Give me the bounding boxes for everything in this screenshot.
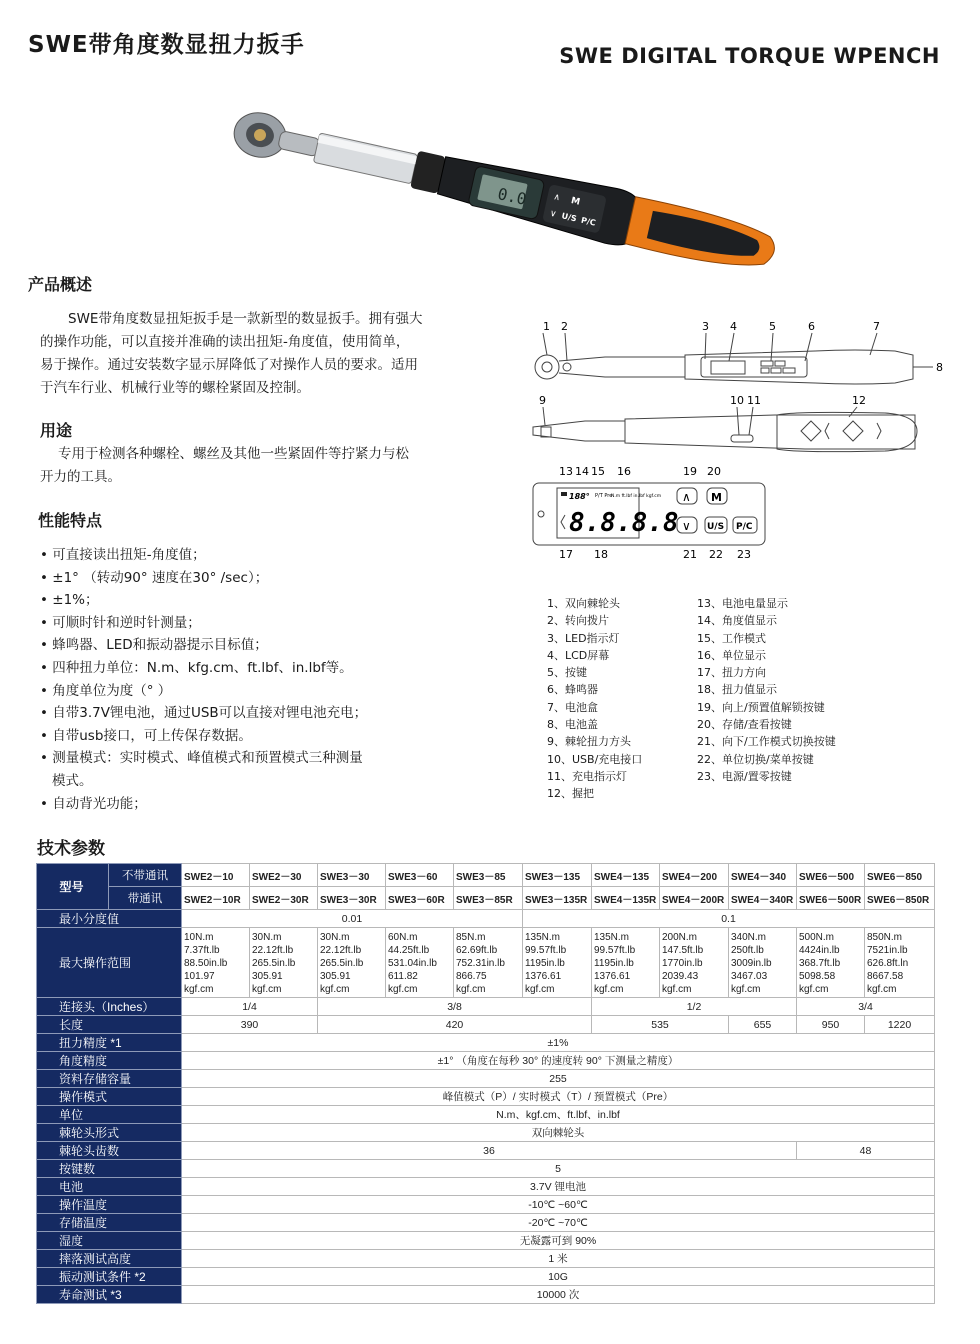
range-cell: 340N.m 250ft.lb 3009in.lb 3467.03 kgf.cm xyxy=(729,928,797,998)
table-cell: N.m、kgf.cm、ft.lbf、in.lbf xyxy=(182,1106,935,1124)
features-list xyxy=(38,544,478,815)
spec-heading: 技术参数 xyxy=(37,839,105,859)
model-cell: SWE3－60R xyxy=(386,887,454,910)
legend-right xyxy=(697,595,947,785)
legend-item: 20、存储/查看按键 xyxy=(697,718,792,732)
table-cell: 390 xyxy=(182,1016,318,1034)
callout-19: 19 xyxy=(683,465,697,478)
overview-line: SWE带角度数显扭矩扳手是一款新型的数显扳手。拥有强大 xyxy=(68,311,423,327)
table-cell: 48 xyxy=(797,1142,935,1160)
table-row xyxy=(37,1196,935,1214)
overview-text xyxy=(40,308,480,400)
legend-item: 15、工作模式 xyxy=(697,631,766,645)
table-row xyxy=(37,1232,935,1250)
legend-item: 22、单位切换/菜单按键 xyxy=(697,752,814,766)
callout-18: 18 xyxy=(594,548,608,561)
range-cell: 30N.m 22.12ft.lb 265.5in.lb 305.91 kgf.cm xyxy=(318,928,386,998)
table-cell: 3/8 xyxy=(318,998,592,1016)
overview-heading: 产品概述 xyxy=(28,275,93,294)
model-cell: SWE3－30R xyxy=(318,887,386,910)
callout-1: 1 xyxy=(543,320,550,333)
table-cell: 1220 xyxy=(865,1016,935,1034)
model-cell: SWE3－85R xyxy=(454,887,523,910)
feature-item: • 自动背光功能； xyxy=(40,795,147,812)
callout-23: 23 xyxy=(737,548,751,561)
row-label: 存储温度 xyxy=(37,1214,182,1232)
row-label: 寿命测试 *3 xyxy=(37,1286,182,1304)
row-label: 操作模式 xyxy=(37,1088,182,1106)
lcd-value: 0.0 xyxy=(495,184,529,209)
table-row xyxy=(37,910,935,928)
spec-table xyxy=(36,863,935,1304)
table-row xyxy=(37,1016,935,1034)
row-label: 按键数 xyxy=(37,1160,182,1178)
table-cell: 950 xyxy=(797,1016,865,1034)
callout-20: 20 xyxy=(707,465,721,478)
photo-btn-down: ∨ xyxy=(548,208,558,220)
range-cell: 135N.m 99.57ft.lb 1195in.lb 1376.61 kgf.cm xyxy=(592,928,660,998)
callout-16: 16 xyxy=(617,465,631,478)
callout-8: 8 xyxy=(936,361,943,374)
callout-7: 7 xyxy=(873,320,880,333)
callout-2: 2 xyxy=(561,320,568,333)
table-cell: -10℃ ~60℃ xyxy=(182,1196,935,1214)
callout-4: 4 xyxy=(730,320,737,333)
page-title-cn: SWE带角度数显扭力扳手 xyxy=(28,32,305,58)
legend-item: 11、充电指示灯 xyxy=(547,769,627,783)
feature-item: • 蜂鸣器、LED和振动器提示目标值； xyxy=(40,637,268,654)
legend-item: 14、角度值显示 xyxy=(697,614,777,628)
overview-line: 易于操作。通过安装数字显示屏降低了对操作人员的要求。适用 xyxy=(40,357,418,373)
model-cell: SWE3－135R xyxy=(523,887,592,910)
row-label: 长度 xyxy=(37,1016,182,1034)
table-row xyxy=(37,1034,935,1052)
callout-6: 6 xyxy=(808,320,815,333)
callout-9: 9 xyxy=(539,394,546,407)
legend-item: 9、棘轮扭力方头 xyxy=(547,735,631,749)
lcd-digits: 8.8.8.8 xyxy=(569,508,679,538)
table-row xyxy=(37,1070,935,1088)
table-cell: -20℃ ~70℃ xyxy=(182,1214,935,1232)
comm-label: 带通讯 xyxy=(109,887,182,910)
usage-heading: 用途 xyxy=(40,421,73,440)
range-cell: 500N.m 4424in.lb 368.7ft.lb 5098.58 kgf.cm xyxy=(797,928,865,998)
callout-22: 22 xyxy=(709,548,723,561)
page-title-en: SWE DIGITAL TORQUE WPENCH xyxy=(559,44,940,68)
model-cell: SWE6－850R xyxy=(865,887,935,910)
legend-item: 3、LED指示灯 xyxy=(547,631,620,645)
table-row xyxy=(37,887,935,910)
model-cell: SWE3－85 xyxy=(454,864,523,887)
row-label: 棘轮头形式 xyxy=(37,1124,182,1142)
legend-item: 8、电池盖 xyxy=(547,718,598,732)
product-photo xyxy=(220,110,800,300)
lcd-units: N.m ft.lbf in.lbf kgf.cm xyxy=(611,494,662,499)
table-cell: ±1° （角度在每秒 30° 的速度转 90° 下测量之精度） xyxy=(182,1052,935,1070)
table-row xyxy=(37,1286,935,1304)
model-cell: SWE2－30R xyxy=(250,887,318,910)
legend-item: 6、蜂鸣器 xyxy=(547,683,598,697)
legend-item: 21、向下/工作模式切换按键 xyxy=(697,735,836,749)
model-cell: SWE6－500 xyxy=(797,864,865,887)
table-row xyxy=(37,998,935,1016)
callout-21: 21 xyxy=(683,548,697,561)
callout-14: 14 xyxy=(575,465,589,478)
range-cell: 60N.m 44.25ft.lb 531.04in.lb 611.82 kgf.cm xyxy=(386,928,454,998)
feature-item: • 可顺时针和逆时针测量； xyxy=(40,614,201,631)
row-label: 最小分度值 xyxy=(37,910,182,928)
table-cell: 255 xyxy=(182,1070,935,1088)
legend-item: 10、USB/充电接口 xyxy=(547,752,643,766)
row-label: 摔落测试高度 xyxy=(37,1250,182,1268)
table-row xyxy=(37,1052,935,1070)
table-cell: 10G xyxy=(182,1268,935,1286)
model-cell: SWE4－340 xyxy=(729,864,797,887)
range-cell: 85N.m 62.69ft.lb 752.31in.lb 866.75 kgf.cm xyxy=(454,928,523,998)
table-cell: 36 xyxy=(182,1142,797,1160)
legend-item: 1、双向棘轮头 xyxy=(547,597,620,610)
row-label: 电池 xyxy=(37,1178,182,1196)
table-cell: 655 xyxy=(729,1016,797,1034)
legend-item: 5、按键 xyxy=(547,666,587,680)
legend-item: 16、单位显示 xyxy=(697,648,766,662)
row-label: 操作温度 xyxy=(37,1196,182,1214)
usage-line: 开力的工具。 xyxy=(40,469,121,485)
feature-item: • 角度单位为度（° ） xyxy=(40,682,172,699)
model-cell: SWE3－135 xyxy=(523,864,592,887)
model-cell: SWE6－500R xyxy=(797,887,865,910)
model-cell: SWE4－135R xyxy=(592,887,660,910)
model-cell: SWE4－200 xyxy=(660,864,729,887)
range-cell: 850N.m 7521in.lb 626.8ft.ln 8667.58 kgf.cm xyxy=(865,928,935,998)
table-row xyxy=(37,1124,935,1142)
legend-item: 2、转向拨片 xyxy=(547,614,609,628)
row-label: 资料存储容量 xyxy=(37,1070,182,1088)
legend-item: 7、电池盒 xyxy=(547,700,598,714)
callout-13: 13 xyxy=(559,465,573,478)
table-row xyxy=(37,1250,935,1268)
legend-item: 13、电池电量显示 xyxy=(697,597,788,610)
feature-item: • 自带3.7V锂电池，通过USB可以直接对锂电池充电； xyxy=(40,705,368,722)
legend-item: 18、扭力值显示 xyxy=(697,683,777,697)
table-cell: 1 米 xyxy=(182,1250,935,1268)
lcd-angle: 188° xyxy=(569,492,590,501)
no-comm-label: 不带通讯 xyxy=(109,864,182,887)
table-cell: 0.1 xyxy=(523,910,935,928)
model-cell: SWE3－60 xyxy=(386,864,454,887)
table-cell: 无凝露可到 90% xyxy=(182,1232,935,1250)
table-row xyxy=(37,1268,935,1286)
photo-btn-up: ∧ xyxy=(552,192,562,204)
table-row xyxy=(37,1088,935,1106)
key-down: ∨ xyxy=(682,519,691,533)
legend-item: 17、扭力方向 xyxy=(697,666,766,680)
range-cell: 30N.m 22.12ft.lb 265.5in.lb 305.91 kgf.cm xyxy=(250,928,318,998)
wrench-diagram xyxy=(525,315,950,565)
legend-item: 23、电源/置零按键 xyxy=(697,769,792,783)
table-row xyxy=(37,864,935,887)
callout-12: 12 xyxy=(852,394,866,407)
legend-item: 12、握把 xyxy=(547,787,594,801)
row-label: 湿度 xyxy=(37,1232,182,1250)
table-cell: 1/4 xyxy=(182,998,318,1016)
feature-item: • 可直接读出扭矩-角度值； xyxy=(40,547,206,563)
photo-btn-us: U/S xyxy=(560,211,578,224)
usage-text xyxy=(40,443,480,489)
model-cell: SWE6－850 xyxy=(865,864,935,887)
feature-item: • ±1%； xyxy=(40,592,99,609)
legend-item: 19、向上/预置值解锁按键 xyxy=(697,700,825,714)
callout-11: 11 xyxy=(747,394,761,407)
photo-btn-pc: P/C xyxy=(580,215,597,228)
model-cell: SWE2－30 xyxy=(250,864,318,887)
callout-5: 5 xyxy=(769,320,776,333)
table-cell: 3/4 xyxy=(797,998,935,1016)
lcd-mode: P/T Pre xyxy=(595,493,613,499)
row-label: 振动测试条件 *2 xyxy=(37,1268,182,1286)
usage-line: 专用于检测各种螺栓、螺丝及其他一些紧固件等拧紧力与松 xyxy=(58,446,409,462)
model-cell: SWE3－30 xyxy=(318,864,386,887)
feature-item: 模式。 xyxy=(52,772,93,789)
table-row xyxy=(37,1142,935,1160)
range-cell: 200N.m 147.5ft.lb 1770in.lb 2039.43 kgf.cm xyxy=(660,928,729,998)
table-row xyxy=(37,928,935,998)
overview-line: 于汽车行业、机械行业等的螺栓紧固及控制。 xyxy=(40,380,310,396)
row-label: 单位 xyxy=(37,1106,182,1124)
table-cell: 峰值模式（P）/ 实时模式（T）/ 预置模式（Pre） xyxy=(182,1088,935,1106)
row-label: 最大操作范围 xyxy=(37,928,182,998)
table-cell: 5 xyxy=(182,1160,935,1178)
features-heading: 性能特点 xyxy=(38,511,103,530)
table-cell: 420 xyxy=(318,1016,592,1034)
table-cell: 双向棘轮头 xyxy=(182,1124,935,1142)
model-cell: SWE2－10R xyxy=(182,887,250,910)
row-label: 连接头（Inches） xyxy=(37,998,182,1016)
model-label: 型号 xyxy=(37,864,109,910)
callout-15: 15 xyxy=(591,465,605,478)
table-row xyxy=(37,1214,935,1232)
table-cell: 10000 次 xyxy=(182,1286,935,1304)
range-cell: 10N.m 7.37ft.lb 88.50in.lb 101.97 kgf.cm xyxy=(182,928,250,998)
table-row xyxy=(37,1160,935,1178)
table-cell: 535 xyxy=(592,1016,729,1034)
table-row xyxy=(37,1178,935,1196)
table-row xyxy=(37,1106,935,1124)
model-cell: SWE4－340R xyxy=(729,887,797,910)
row-label: 扭力精度 *1 xyxy=(37,1034,182,1052)
range-cell: 135N.m 99.57ft.lb 1195in.lb 1376.61 kgf.cm xyxy=(523,928,592,998)
row-label: 棘轮头齿数 xyxy=(37,1142,182,1160)
key-pc: P/C xyxy=(736,522,753,532)
table-cell: 1/2 xyxy=(592,998,797,1016)
callout-10: 10 xyxy=(730,394,744,407)
key-us: U/S xyxy=(707,522,725,532)
feature-item: • 自带usb接口，可上传保存数据。 xyxy=(40,727,252,744)
feature-item: • 测量模式：实时模式、峰值模式和预置模式三种测量 xyxy=(40,750,363,767)
model-cell: SWE4－135 xyxy=(592,864,660,887)
legend-item: 4、LCD屏幕 xyxy=(547,648,610,662)
legend-left xyxy=(547,595,697,803)
feature-item: • 四种扭力单位：N.m、kfg.cm、ft.lbf、in.lbf等。 xyxy=(40,659,353,676)
feature-item: • ±1° （转动90° 速度在30° /sec）； xyxy=(40,569,269,586)
photo-btn-m: M xyxy=(570,196,581,208)
table-cell: 3.7V 锂电池 xyxy=(182,1178,935,1196)
model-cell: SWE2－10 xyxy=(182,864,250,887)
callout-3: 3 xyxy=(702,320,709,333)
key-m: M xyxy=(711,491,722,504)
table-cell: ±1% xyxy=(182,1034,935,1052)
table-cell: 0.01 xyxy=(182,910,523,928)
row-label: 角度精度 xyxy=(37,1052,182,1070)
key-up: ∧ xyxy=(682,490,691,504)
overview-line: 的操作功能，可以直接并准确的读出扭矩-角度值，使用简单， xyxy=(40,334,410,350)
model-cell: SWE4－200R xyxy=(660,887,729,910)
callout-17: 17 xyxy=(559,548,573,561)
